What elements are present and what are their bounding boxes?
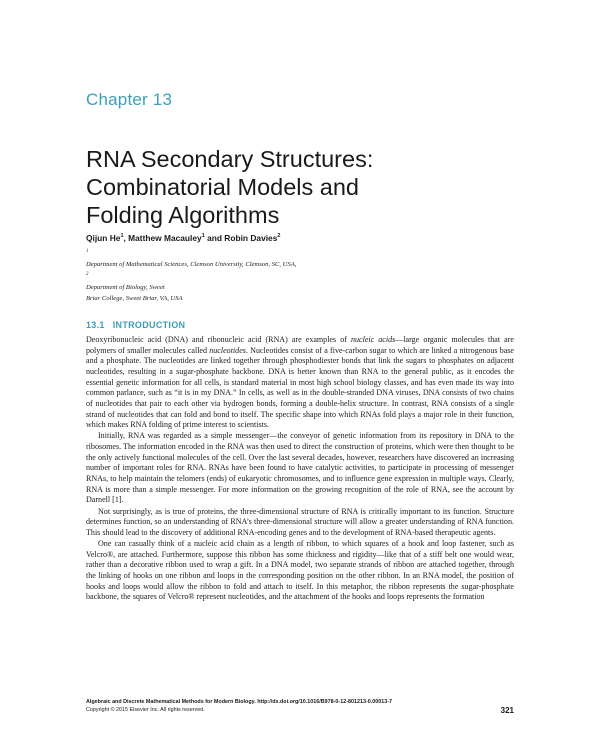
section-heading [86, 320, 185, 330]
page-footer [86, 698, 514, 714]
section-number: 13.1 [86, 320, 105, 330]
author-list [86, 233, 280, 243]
paragraph: Initially, RNA was regarded as a simple messenger—the conveyor of genetic information from its repository in DNA to the ribosomes. The information encoded in the RNA was then used to direct the construction of proteins, which were then thought to be the only actively functional molecules of the cell. Over the last several decades, however, researchers have discovered an increasing number of important roles for RNA. RNAs have been found to have catalytic activities, to participate in processing of messenger RNAs, to help maintain the telomers (ends) of eukaryotic chromosomes, and to influence gene expression in multiple ways. Clearly, RNA is more than a simple messenger. For more information on the growing recognition of the role of RNA, see the account by Darnell [1]. [86, 431, 514, 505]
page-number: 321 [500, 706, 514, 715]
affiliation-mark: 1 [86, 249, 89, 254]
affiliation-mark: 2 [86, 272, 89, 278]
copyright-notice: Copyright © 2015 Elsevier Inc. All rights reserved. [86, 707, 205, 713]
author-name: and Robin Davies [204, 233, 278, 243]
body-text [86, 335, 514, 603]
affiliation-text: Department of Biology, Sweet [86, 284, 165, 292]
chapter-title-line-2: Combinatorial Models and [86, 174, 360, 200]
affiliation-line-1 [86, 247, 526, 294]
chapter-label: Chapter 13 [86, 90, 173, 109]
affiliation-line-2: Briar College, Sweet Briar, VA, USA [86, 294, 183, 302]
author-affiliation-mark: 2 [277, 233, 281, 240]
emphasis-term: nucleic acids [350, 335, 396, 344]
paragraph: Not surprisingly, as is true of proteins, the three-dimensional structure of RNA is critically important to its function. Structure determines function, so an understanding of RNA’s three-dimensional structure will allow a greater understanding of RNA function. This should lead to the discovery of additional RNA-encoding genes and to the development of RNA-based therapeutic agents. [86, 506, 514, 537]
emphasis-term: nucleotides [209, 345, 246, 355]
chapter-title-line-1: RNA Secondary Structures: [86, 146, 374, 172]
section-title: INTRODUCTION [112, 320, 186, 330]
chapter-title [86, 145, 526, 229]
paragraph: One can casually think of a nucleic acid chain as a length of ribbon, to which squares of a hook and loop fastener, such as Velcro®, are attached. Furthermore, suppose this ribbon has some thickness and rigidity—like that of a stiff belt one would wear, rather than a decorative ribbon used to wrap a gift. In a DNA model, two separate strands of ribbon are attached together, through the linking of hooks on one ribbon and loops in the corresponding position on the other ribbon. In an RNA model, the position of hooks and loops would allow the ribbon to fold and attach to itself. In this metaphor, the ribbon represents the sugar-phosphate backbone, the squares of Velcro® represent nucleotides, and the attachment of the hooks and loops represents the formation [86, 538, 514, 602]
author-affiliation-mark: 1 [201, 233, 205, 240]
paragraph-text: Deoxyribonucleic acid (DNA) and ribonucleic acid (RNA) are examples of [86, 335, 351, 344]
paragraph [86, 335, 514, 431]
author-affiliations [86, 247, 526, 304]
author-name: , Matthew Macauley [123, 233, 202, 243]
author-name: Qijun He [86, 233, 121, 243]
author-affiliation-mark: 1 [120, 233, 124, 240]
paragraph-text: . Nucleotides consist of a five-carbon sugar to which are linked a nitrogenous base and a phosphate. The nucleotides are linked together through phosphodiester bonds that link the sugars to phosphates on adjacent nucleotides, resulting in a sugar-phosphate backbone. DNA is better known than RNA to the general public, as it encodes the essential genetic information for all cells, is standard material in most high school biology classes, and has even made its way into common parlance, such as “it is in my DNA.” In cells, as well as in the double-stranded DNA viruses, DNA consists of two chains of nucleotides that pair to each other via hydrogen bonds, forming a double-helix structure. In contrast, RNA consists of a single strand of nucleotides that can fold and bond to itself. The specific shape into which RNAs fold plays a major role in their function, which makes RNA folding of prime interest to scientists. [86, 345, 515, 430]
affiliation-text: Department of Mathematical Sciences, Clemson University, Clemson, SC, USA, [86, 260, 297, 268]
chapter-title-line-3: Folding Algorithms [86, 202, 280, 228]
paragraph-text: —large organic molecules that are polymers of smaller molecules called [86, 335, 515, 355]
book-citation: Algebraic and Discrete Mathematical Methods for Modern Biology. http://dx.doi.org/10.1016/B978-0-12-801213-0.00013-7 [86, 699, 393, 705]
